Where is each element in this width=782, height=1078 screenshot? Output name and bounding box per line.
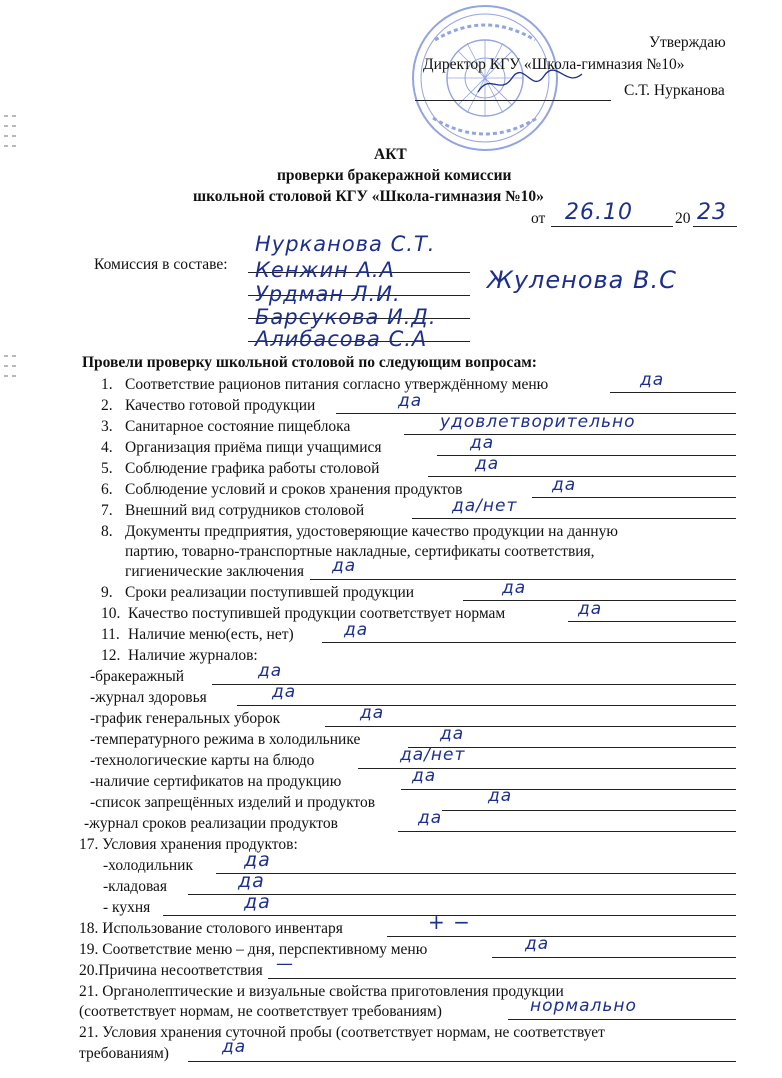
commission-label: Комиссия в составе: xyxy=(94,256,228,273)
storage-heading: 17. Условия хранения продуктов: xyxy=(79,836,298,853)
answer-handwritten: да/нет xyxy=(400,745,466,765)
answer-line xyxy=(508,1019,736,1020)
question-text: Наличие журналов: xyxy=(128,647,258,664)
answer-handwritten: да xyxy=(238,870,265,892)
commission-member-extra: Жуленова В.С xyxy=(487,266,677,294)
answer-handwritten: да xyxy=(418,808,443,828)
question-number: 12. xyxy=(101,647,121,664)
answer-handwritten: да xyxy=(272,682,297,702)
answer-handwritten: да xyxy=(552,475,577,495)
question-text: 18. Использование столового инвентаря xyxy=(79,920,343,937)
answer-handwritten: да xyxy=(440,724,465,744)
title-line2: проверки бракеражной комиссии xyxy=(277,167,512,184)
intro-text: Провели проверку школьной столовой по следующим вопросам: xyxy=(82,354,537,371)
year-line xyxy=(693,226,737,227)
answer-handwritten: да xyxy=(470,433,495,453)
question-text: 21. Органолептические и визуальные свойства приготовления продукции xyxy=(79,983,564,1000)
answer-handwritten: да xyxy=(475,454,500,474)
title-line3: школьной столовой КГУ «Школа-гимназия №10» xyxy=(193,188,544,205)
question-number: 9. xyxy=(101,584,113,601)
question-number: 8. xyxy=(101,523,113,540)
date-line xyxy=(551,226,673,227)
year-handwritten: 23 xyxy=(697,200,727,225)
storage-item: -кладовая xyxy=(103,878,168,895)
answer-line xyxy=(322,642,736,643)
commission-member: Урдман Л.И. xyxy=(255,282,401,306)
answer-line xyxy=(237,705,736,706)
date-handwritten: 26.10 xyxy=(565,200,633,225)
question-text: Соблюдение условий и сроков хранения продуктов xyxy=(125,481,463,498)
title-act: АКТ xyxy=(374,146,407,163)
signature-line xyxy=(415,100,611,101)
answer-line xyxy=(428,476,736,477)
answer-handwritten: да xyxy=(258,661,283,681)
storage-item: -холодильник xyxy=(103,857,194,874)
answer-handwritten: да xyxy=(244,849,271,871)
commission-member: Нурканова С.Т. xyxy=(255,232,436,256)
journal-item: -график генеральных уборок xyxy=(90,710,281,727)
journal-item: -журнал здоровья xyxy=(90,689,207,706)
answer-handwritten: да xyxy=(244,891,271,913)
question-text: Наличие меню(есть, нет) xyxy=(128,626,294,643)
commission-member: Кенжин А.А xyxy=(255,258,395,282)
year-prefix: 20 xyxy=(675,210,691,227)
question-number: 2. xyxy=(101,397,113,414)
question-number: 5. xyxy=(101,460,113,477)
journal-item: -технологические карты на блюдо xyxy=(90,752,315,769)
answer-line xyxy=(568,621,736,622)
question-number: 4. xyxy=(101,439,113,456)
answer-line xyxy=(216,873,736,874)
answer-line xyxy=(412,518,736,519)
question-text: Документы предприятия, удостоверяющие качество продукции на данную xyxy=(125,523,618,540)
answer-line xyxy=(492,957,736,958)
question-text: Сроки реализации поступившей продукции xyxy=(125,584,415,601)
answer-handwritten: да xyxy=(344,620,369,640)
question-number: 6. xyxy=(101,481,113,498)
approval-director: Директор КГУ «Школа-гимназия №10» xyxy=(423,56,685,73)
answer-handwritten: да/нет xyxy=(452,496,518,516)
answer-handwritten: да xyxy=(360,703,385,723)
question-number: 3. xyxy=(101,418,113,435)
answer-handwritten: да xyxy=(640,370,665,390)
answer-handwritten: да xyxy=(398,391,423,411)
answer-line xyxy=(532,497,736,498)
answer-handwritten: да xyxy=(578,599,603,619)
answer-handwritten: да xyxy=(502,578,527,598)
answer-handwritten: — xyxy=(276,954,294,974)
question-text-cont: требованиям) xyxy=(79,1045,169,1062)
answer-line xyxy=(188,1061,736,1062)
commission-member: Барсукова И.Д. xyxy=(255,305,437,329)
answer-handwritten: удовлетворительно xyxy=(440,412,636,432)
question-number: 1. xyxy=(101,376,113,393)
answer-handwritten: да xyxy=(488,786,513,806)
question-number: 11. xyxy=(101,626,120,643)
question-number: 7. xyxy=(101,502,113,519)
answer-handwritten: да xyxy=(222,1037,247,1057)
answer-handwritten: да xyxy=(332,556,357,576)
storage-item: - кухня xyxy=(103,899,151,916)
question-text: Соблюдение графика работы столовой xyxy=(125,460,380,477)
answer-line xyxy=(401,789,736,790)
question-text-cont: партию, товарно-транспортные накладные, сертификаты соответствия, xyxy=(125,543,595,560)
answer-handwritten: + − xyxy=(428,910,471,934)
question-text: Внешний вид сотрудников столовой xyxy=(125,502,365,519)
answer-line xyxy=(398,831,736,832)
answer-handwritten: да xyxy=(412,766,437,786)
question-text: 21. Условия хранения суточной пробы (соответствует нормам, не соответствует xyxy=(79,1024,605,1041)
question-text-cont: (соответствует нормам, не соответствует требованиям) xyxy=(79,1003,442,1020)
scan-artifact xyxy=(2,352,24,388)
question-text: Качество поступившей продукции соответствует нормам xyxy=(128,605,506,622)
answer-handwritten: да xyxy=(525,934,550,954)
question-text-cont: гигиенические заключения xyxy=(125,563,304,580)
question-text: 20.Причина несоответствия xyxy=(79,962,263,979)
answer-line xyxy=(404,434,736,435)
question-text: 19. Соответствие меню – дня, перспективному меню xyxy=(79,941,428,958)
question-number: 10. xyxy=(101,605,121,622)
answer-line xyxy=(325,726,736,727)
director-signature xyxy=(470,66,590,100)
date-prefix: от xyxy=(531,210,546,227)
answer-line xyxy=(442,810,736,811)
journal-item: -температурного режима в холодильнике xyxy=(90,731,361,748)
approval-name: С.Т. Нурканова xyxy=(624,82,725,99)
question-text: Организация приёма пищи учащимися xyxy=(125,439,382,456)
commission-member: Алибасова С.А xyxy=(255,327,428,351)
answer-handwritten: нормально xyxy=(530,996,637,1016)
journal-item: -наличие сертификатов на продукцию xyxy=(90,773,342,790)
answer-line xyxy=(387,936,736,937)
journal-item: -список запрещённых изделий и продуктов xyxy=(90,794,376,811)
question-text: Санитарное состояние пищеблока xyxy=(125,418,351,435)
scan-artifact xyxy=(2,112,24,152)
approval-approve: Утверждаю xyxy=(649,34,726,51)
journal-item: -бракеражный xyxy=(90,668,185,685)
question-text: Качество готовой продукции xyxy=(125,397,316,414)
journal-item: -журнал сроков реализации продуктов xyxy=(84,815,338,832)
answer-line xyxy=(268,978,736,979)
answer-line xyxy=(610,392,736,393)
question-text: Соответствие рационов питания согласно утверждённому меню xyxy=(125,376,549,393)
